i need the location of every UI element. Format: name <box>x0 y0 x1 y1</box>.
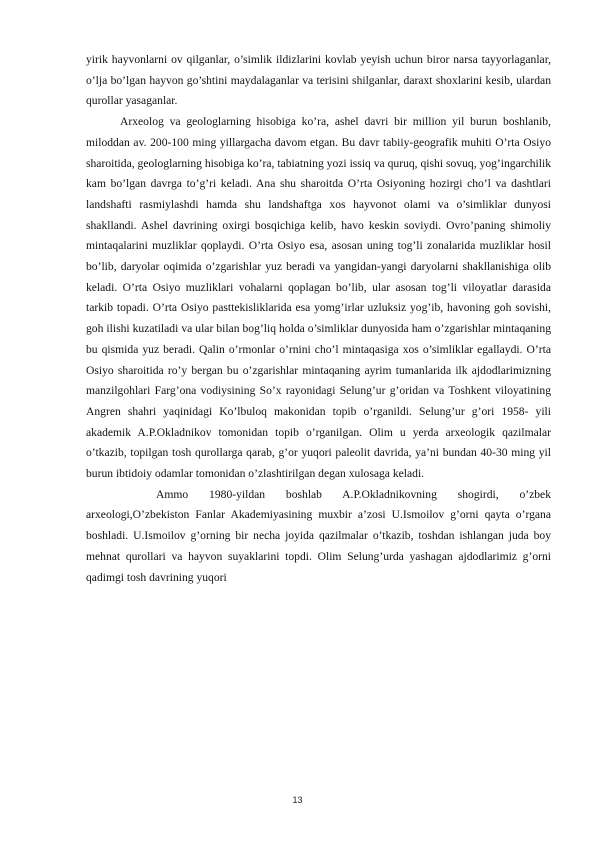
paragraph-continuation: yirik hayvonlarni ov qilganlar, o’simlik ildizlarini kovlab yeyish uchun biror narsa tayyorlaganlar, o’lja bo’lgan hayvon go’shtini maydalaganlar va terisini shilganlar, daraxt shoxlarini kesib, ulardan qurollar yasaganlar. <box>86 53 551 108</box>
page-number: 13 <box>292 795 303 805</box>
body-text <box>86 50 551 588</box>
paragraph-ismoilov-research: Ammo 1980-yildan boshlab A.P.Okladnikovning shogirdi, o’zbek arxeologi,O’zbekiston Fanlar Akademiyasining muxbir a’zosi U.Ismoilov g’orni qayta o’rgana boshladi. U.Ismoilov g’orning bir necha joyida qazilmalar o’tkazib, toshdan ishlangan juda boy mehnat qurollari va hayvon suyaklarini topdi. Olim Selung’urda yashagan ajdodlarimiz g’orni qadimgi tosh davrining yuqori <box>86 487 551 584</box>
paragraph-ashel-period: Arxeolog va geologlarning hisobiga ko’ra, ashel davri bir million yil burun boshlanib, miloddan av. 200-100 ming yillargacha davom etgan. Bu davr tabiiy-geografik muhiti O’rta Osiyo sharoitida, geologlarning hisobiga ko’ra, tabiatning yozi issiq va quruq, qishi sovuq, yog’ingarchilik kam bo’lgan davrga to’g’ri keladi. Ana shu sharoitda O’rta Osiyoning hozirgi cho’l va dashtlari landshafti rasmiylashdi hamda shu landshaftga xos hayvonot olami va o’simliklar dunyosi shakllandi. Ashel davrining oxirgi bosqichiga kelib, havo keskin soviydi. Ovro’paning shimoliy mintaqalarini muzliklar qoplaydi. O’rta Osiyo esa, asosan uning tog’li zonalarida muzliklar hosil bo’lib, daryolar oqimida o’zgarishlar yuz beradi va yangidan-yangi daryolarni shakllanishiga olib keladi. O’rta Osiyo muzliklari vohalarni qoplagan bo’lib, ular asosan tog’li viloyatlar darasida tarkib topadi. O’rta Osiyo pasttekisliklarida esa yomg’irlar uzluksiz yog’ib, havoning goh sovishi, goh ilishi kuzatiladi va ular bilan bog’liq holda o’simliklar dunyosida ham o’zgarishlar mintaqaning bu qismida yuz beradi. Qalin o’rmonlar o’rnini cho’l mintaqasiga xos o’simliklar egallaydi. O’rta Osiyo sharoitida ro’y bergan bu o’zgarishlar mintaqaning ayrim tumanlarida ilk ajdodlarimizning manzilgohlari Farg’ona vodiysining So’x rayonidagi Selung’ur g’oridan va Toshkent viloyatining Angren shahri yaqinidagi Ko’lbuloq makonidan topib o’rganildi. Selung’ur g’ori 1958- yili akademik A.P.Okladnikov tomonidan topib o’rganilgan. Olim u yerda arxeologik qazilmalar o’tkazib, topilgan tosh qurollarga qarab, g’or yuqori paleolit davrida, ya’ni bundan 40-30 ming yil burun ibtidoiy odamlar tomonidan o’zlashtirilgan degan xulosaga keladi. <box>86 115 551 481</box>
